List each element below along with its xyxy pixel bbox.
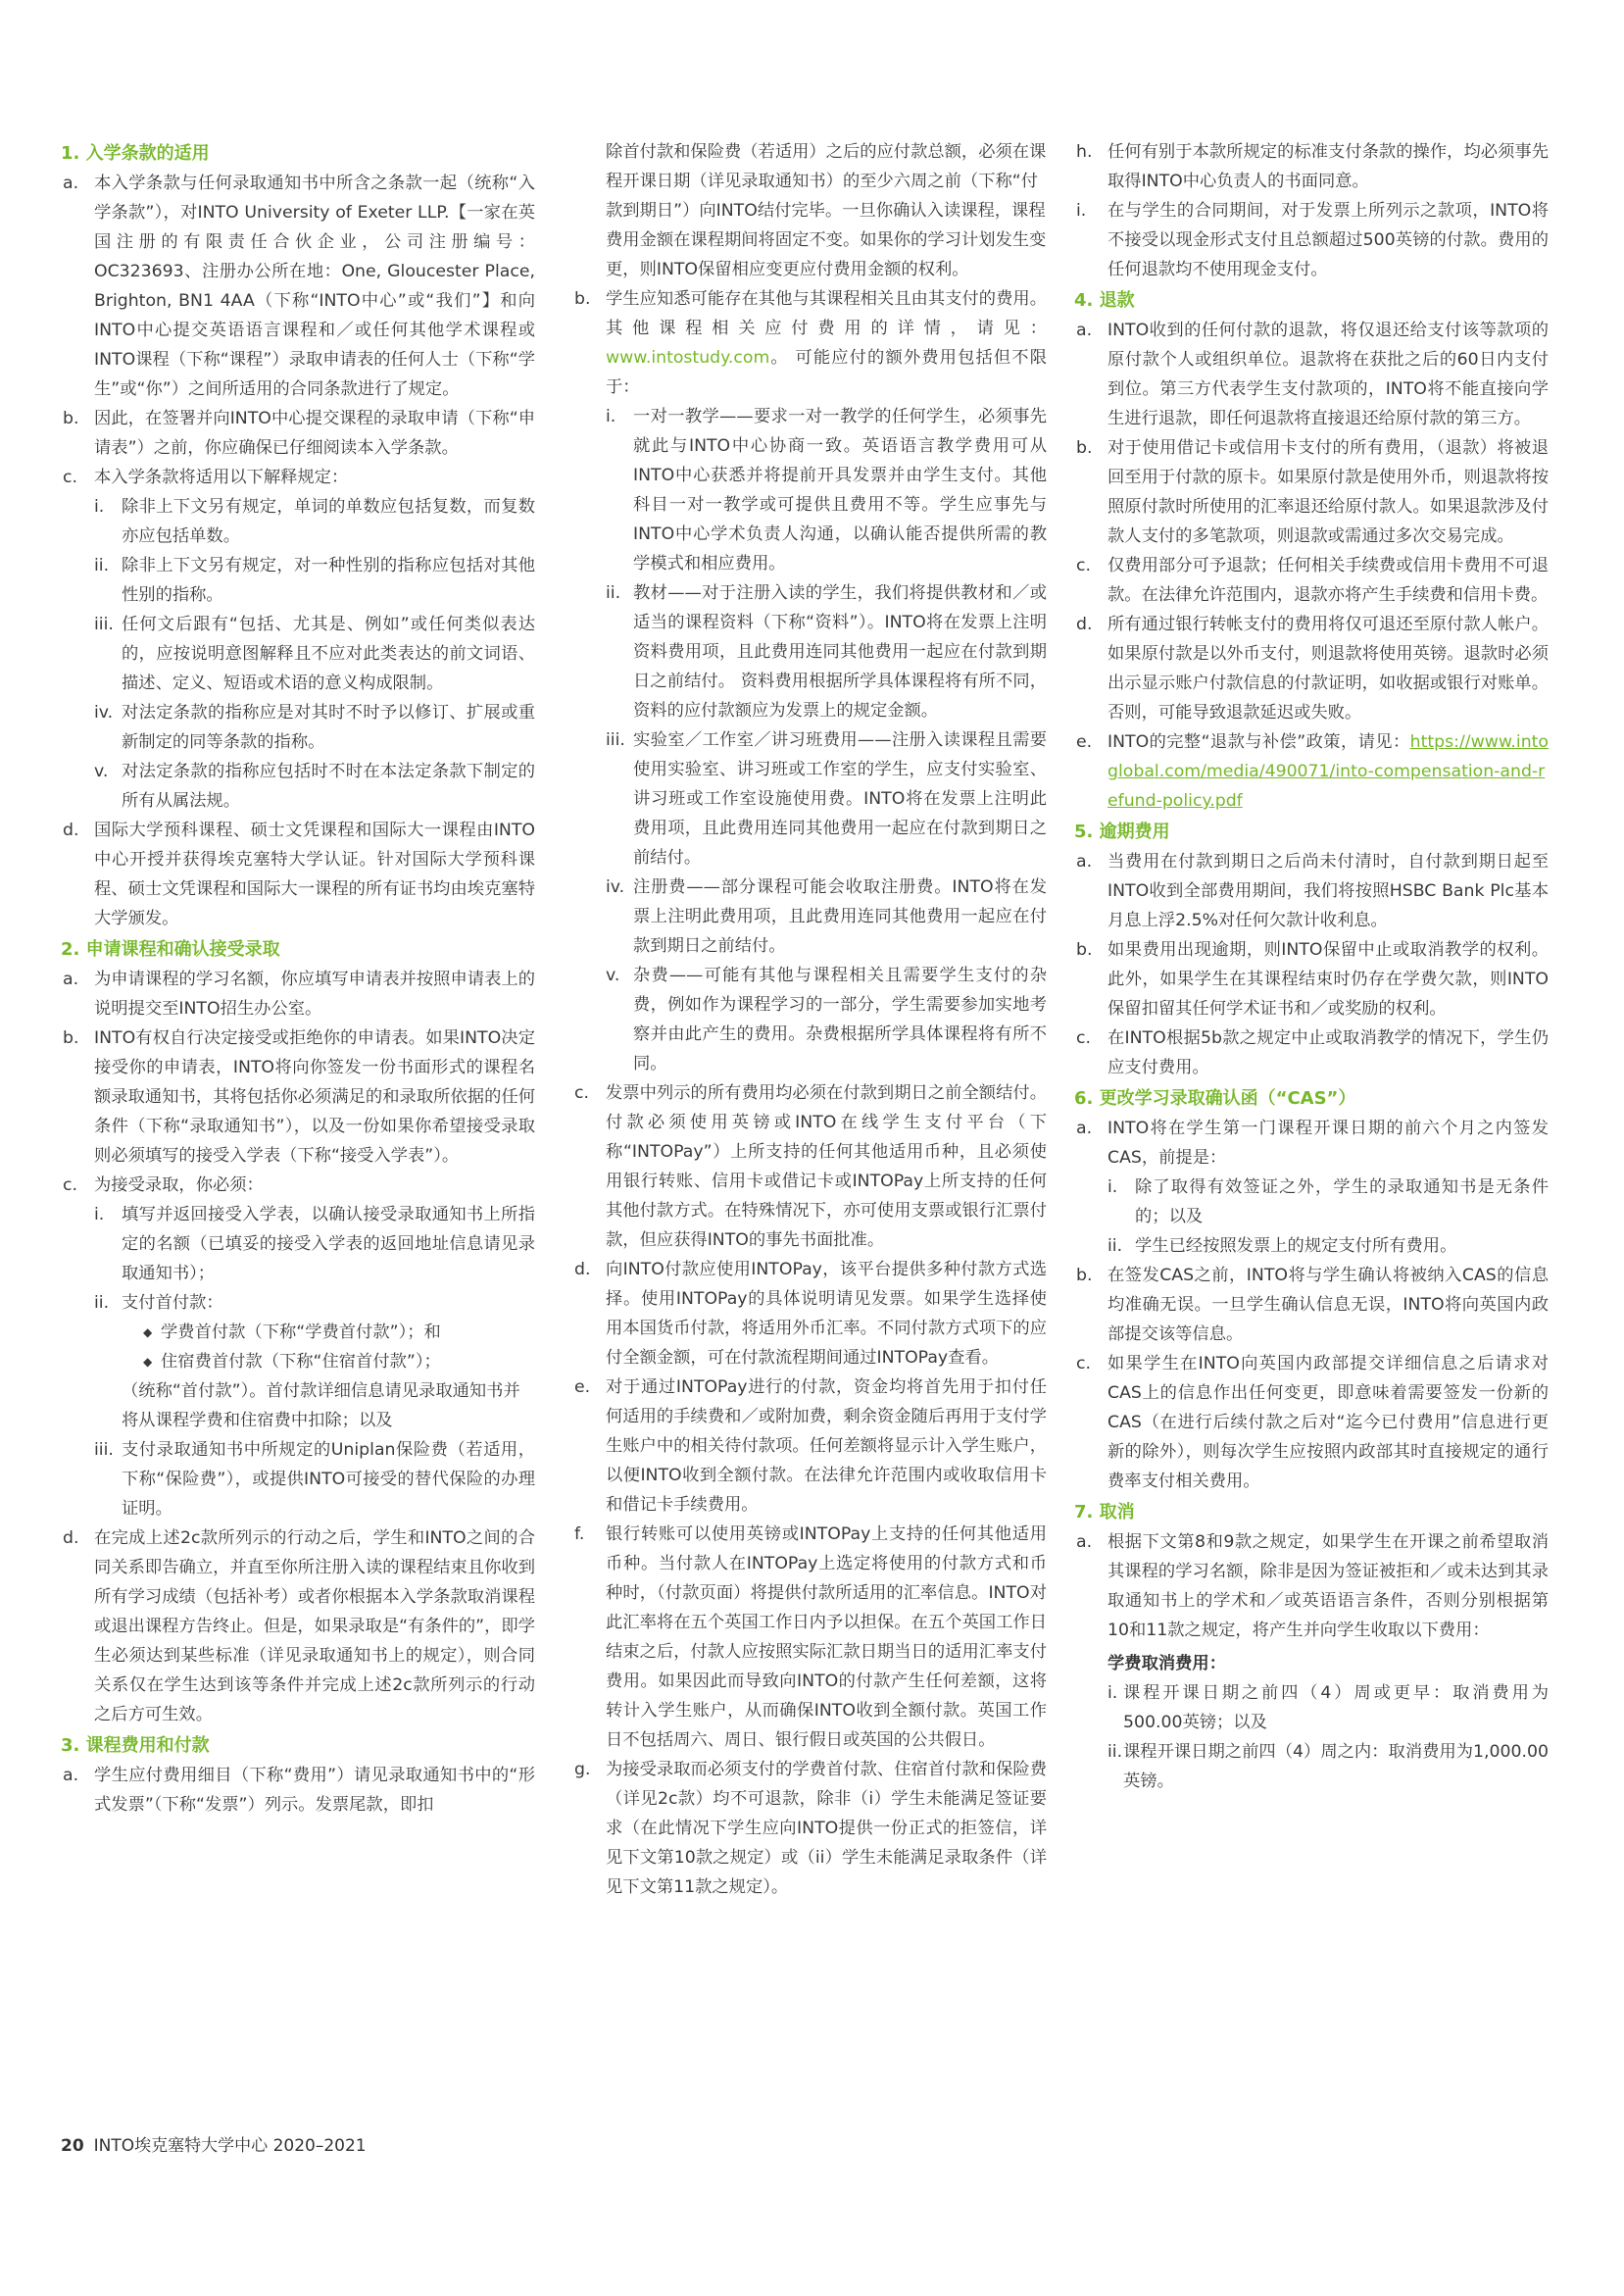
clause-2c-ii: ii. 支付首付款： bbox=[94, 1293, 223, 1313]
clause-3g: g. 为接受录取而必须支付的学费首付款、住宿首付款和保险费（详见2c款）均不可退款，除非（i）学生未能满足签证要求（在此情况下学生应向INTO提供一份正式的拒签信，详见下文第10款之规定）或（ii）学生未能满足录取条件（详见下文第11款之规定）。 bbox=[574, 1760, 1047, 1897]
clause-1a: a. 本入学条款与任何录取通知书中所含之条款一起（统称“入学条款”），对INTO University of Exeter LLP.【一家在英国注册的有限责任合伙企业，公司注册编号：OC323693、注册办公所在地：One, Gloucester Place, Brighton, BN1 4AA（下称“INTO中心”或“我们”】和向INTO中心提交英语语言课程和／或任何其他学术课程或INTO课程（下称“课程”）录取申请表的任何人士（下称“学生”或“你”）之间所适用的合同条款进行了规定。 bbox=[63, 174, 535, 399]
section-title-5: 5. 逾期费用 bbox=[1074, 822, 1170, 842]
refund-policy-link[interactable]: https://www.intoglobal.com/media/490071/into-compensation-and-refund-policy.pdf bbox=[1107, 732, 1549, 811]
clause-3a: a. 学生应付费用细目（下称“费用”）请见录取通知书中的“形式发票”（下称“发票”）列示。发票尾款，即扣 bbox=[63, 1766, 535, 1815]
clause-1c-i: i. 除非上下文另有规定，单词的单数应包括复数，而复数亦应包括单数。 bbox=[94, 497, 535, 546]
clause-3d: d. 向INTO付款应使用INTOPay，该平台提供多种付款方式选择。使用INTOPay的具体说明请见发票。如果学生选择使用本国货币付款，将适用外币汇率。不同付款方式项下的应付全额金额，可在付款流程期间通过INTOPay查看。 bbox=[574, 1260, 1047, 1368]
bullet-icon: ◆ bbox=[143, 1325, 153, 1339]
clause-3b-i: i. 一对一教学——要求一对一教学的任何学生，必须事先就此与INTO中心协商一致。英语语言教学费用可从INTO中心获悉并将提前开具发票并由学生支付。其他科目一对一教学或可提供且费用不等。学生应事先与INTO中心学术负责人沟通，以确认能否提供所需的教学模式和相应费用。 bbox=[606, 407, 1047, 574]
bullet-accommodation-deposit: ◆ 住宿费首付款（下称“住宿首付款”）； bbox=[61, 1347, 535, 1376]
clause-1c-v: v. 对法定条款的指称应包括时不时在本法定条款下制定的所有从属法规。 bbox=[94, 762, 535, 811]
page-footer bbox=[61, 2131, 367, 2156]
section-title-1: 1. 入学条款的适用 bbox=[61, 143, 210, 164]
footer-title: INTO埃克塞特大学中心 2020–2021 bbox=[93, 2136, 367, 2156]
clause-1b: b. 因此，在签署并向INTO中心提交课程的录取申请（下称“申请表”）之前，你应确保已仔细阅读本入学条款。 bbox=[63, 409, 535, 458]
clause-2c: c. 为接受录取，你必须： bbox=[63, 1175, 264, 1195]
fee-item-ii: ii. 课程开课日期之前四（4）周之内：取消费用为1,000.00英镑。 bbox=[1107, 1742, 1549, 1791]
clause-5c: c. 在INTO根据5b款之规定中止或取消教学的情况下，学生仍应支付费用。 bbox=[1076, 1028, 1549, 1077]
clause-6c: c. 如果学生在INTO向英国内政部提交详细信息之后请求对CAS上的信息作出任何变更，即意味着需要签发一份新的CAS（在进行后续付款之后对“迄今已付费用”信息进行更新的除外），则每次学生应按照内政部其时直接规定的通行费率支付相关费用。 bbox=[1076, 1354, 1549, 1491]
intostudy-link[interactable]: www.intostudy.com bbox=[606, 348, 770, 368]
clause-1c-iii: iii. 任何文后跟有“包括、尤其是、例如”或任何类似表达的，应按说明意图解释且不应对此类表达的前文词语、描述、定义、短语或术语的意义构成限制。 bbox=[94, 615, 535, 693]
section-title-2: 2. 申请课程和确认接受录取 bbox=[61, 939, 280, 960]
clause-4b: b. 对于使用借记卡或信用卡支付的所有费用，（退款）将被退回至用于付款的原卡。如果原付款是使用外币，则退款将按照原付款时所使用的汇率退还给原付款人。如果退款涉及付款人支付的多笔款项，则退款或需通过多次交易完成。 bbox=[1076, 438, 1549, 546]
clause-3b-iii: iii. 实验室／工作室／讲习班费用——注册入读课程且需要使用实验室、讲习班或工作室的学生，应支付实验室、讲习班或工作室设施使用费。INTO将在发票上注明此费用项，且此费用连同其他费用一起应在付款到期日之前结付。 bbox=[606, 730, 1047, 868]
page-number: 20 bbox=[61, 2136, 84, 2156]
clause-7a: a. 根据下文第8和9款之规定，如果学生在开课之前希望取消其课程的学习名额，除非是因为签证被拒和／或未达到其录取通知书上的学术和／或英语语言条件，否则分别根据第10和11款之规定，将产生并向学生收取以下费用： bbox=[1076, 1532, 1549, 1640]
clause-4e: e. INTO的完整“退款与补偿”政策，请见：https://www.intoglobal.com/media/490071/into-compensation-and-refund-policy.pdf bbox=[1076, 732, 1549, 811]
section-title-4: 4. 退款 bbox=[1074, 290, 1135, 311]
clause-1c-iv: iv. 对法定条款的指称应是对其时不时予以修订、扩展或重新制定的同等条款的指称。 bbox=[94, 703, 535, 752]
clause-4c: c. 仅费用部分可予退款；任何相关手续费或信用卡费用不可退款。在法律允许范围内，退款亦将产生手续费和信用卡费。 bbox=[1076, 556, 1549, 605]
bullet-tuition-deposit: ◆ 学费首付款（下称“学费首付款”）；和 bbox=[61, 1318, 535, 1347]
column-2 bbox=[572, 137, 1047, 1902]
clause-2c-iii: iii. 支付录取通知书中所规定的Uniplan保险费（若适用，下称“保险费”），或提供INTO可接受的替代保险的办理证明。 bbox=[94, 1440, 535, 1519]
fee-subtitle: 学费取消费用： bbox=[1107, 1654, 1226, 1673]
clause-2c-i: i. 填写并返回接受入学表，以确认接受录取通知书上所指定的名额（已填妥的接受入学表的返回地址信息请见录取通知书）； bbox=[94, 1205, 535, 1283]
clause-3e: e. 对于通过INTOPay进行的付款，资金均将首先用于扣付任何适用的手续费和／或附加费，剩余资金随后再用于支付学生账户中的相关待付款项。任何差额将显示计入学生账户，以便INTO收到全额付款。在法律允许范围内或收取信用卡和借记卡手续费用。 bbox=[574, 1377, 1047, 1515]
clause-6b: b. 在签发CAS之前，INTO将与学生确认将被纳入CAS的信息均准确无误。一旦学生确认信息无误，INTO将向英国内政部提交该等信息。 bbox=[1076, 1266, 1549, 1344]
clause-3a-continued: 除首付款和保险费（若适用）之后的应付款总额，必须在课程开课日期（详见录取通知书）的至少六周之前（下称“付款到期日”）向INTO结付完毕。一旦你确认入读课程，课程费用金额在课程期间将固定不变。如果你的学习计划发生变更，则INTO保留相应变更应付费用金额的权利。 bbox=[606, 142, 1047, 279]
section-title-3: 3. 课程费用和付款 bbox=[61, 1735, 210, 1756]
clause-2c-ii-tail: （统称“首付款”）。首付款详细信息请见录取通知书并将从课程学费和住宿费中扣除；以及 bbox=[122, 1381, 520, 1430]
clause-1d: d. 国际大学预科课程、硕士文凭课程和国际大一课程由INTO中心开授并获得埃克塞特大学认证。针对国际大学预科课程、硕士文凭课程和国际大一课程的所有证书均由埃克塞特大学颁发。 bbox=[63, 821, 535, 928]
clause-3b-v: v. 杂费——可能有其他与课程相关且需要学生支付的杂费，例如作为课程学习的一部分，学生需要参加实地考察并由此产生的费用。杂费根据所学具体课程将有所不同。 bbox=[606, 966, 1047, 1073]
clause-4d: d. 所有通过银行转帐支付的费用将仅可退还至原付款人帐户。如果原付款是以外币支付，则退款将使用英镑。退款时必须出示显示账户付款信息的付款证明，如收据或银行对账单。否则，可能导致退款延迟或失败。 bbox=[1076, 615, 1549, 723]
clause-4a: a. INTO收到的任何付款的退款，将仅退还给支付该等款项的原付款个人或组织单位。退款将在获批之后的60日内支付到位。第三方代表学生支付款项的，INTO将不能直接向学生进行退款，即任何退款将直接退还给原付款的第三方。 bbox=[1076, 321, 1549, 428]
section-title-6: 6. 更改学习录取确认函（“CAS”） bbox=[1074, 1088, 1356, 1109]
clause-3h: h. 任何有别于本款所规定的标准支付条款的操作，均必须事先取得INTO中心负责人的书面同意。 bbox=[1076, 142, 1549, 191]
clause-3c: c. 发票中列示的所有费用均必须在付款到期日之前全额结付。付款必须使用英镑或INTO在线学生支付平台（下称“INTOPay”）上所支持的任何其他适用币种，且必须使用银行转账、信用卡或借记卡或INTOPay上所支持的任何其他付款方式。在特殊情况下，亦可使用支票或银行汇票付款，但应获得INTO的事先书面批准。 bbox=[574, 1083, 1047, 1250]
clause-5a: a. 当费用在付款到期日之后尚未付清时，自付款到期日起至INTO收到全部费用期间，我们将按照HSBC Bank Plc基本月息上浮2.5%对任何欠款计收利息。 bbox=[1076, 852, 1549, 930]
clause-2a: a. 为申请课程的学习名额，你应填写申请表并按照申请表上的说明提交至INTO招生办公室。 bbox=[63, 970, 535, 1019]
clause-3i: i. 在与学生的合同期间，对于发票上所列示之款项，INTO将不接受以现金形式支付且总额超过500英镑的付款。费用的任何退款均不使用现金支付。 bbox=[1076, 201, 1549, 279]
clause-1c: c. 本入学条款将适用以下解释规定： bbox=[63, 468, 349, 487]
clause-2d: d. 在完成上述2c款所列示的行动之后，学生和INTO之间的合同关系即告确立，并直至你所注册入读的课程结束且你收到所有学习成绩（包括补考）或者你根据本入学条款取消课程或退出课程方告终止。但是，如果录取是“有条件的”，即学生必须达到某些标准（详见录取通知书上的规定），则合同关系仅在学生达到该等条件并完成上述2c款所列示的行动之后方可生效。 bbox=[63, 1528, 535, 1724]
clause-5b: b. 如果费用出现逾期，则INTO保留中止或取消教学的权利。此外，如果学生在其课程结束时仍存在学费欠款，则INTO保留扣留其任何学术证书和／或奖励的权利。 bbox=[1076, 940, 1549, 1019]
section-title-7: 7. 取消 bbox=[1074, 1502, 1135, 1522]
clause-3f: f. 银行转账可以使用英镑或INTOPay上支持的任何其他适用币种。当付款人在INTOPay上选定将使用的付款方式和币种时，（付款页面）将提供付款所适用的汇率信息。INTO对此汇率将在五个英国工作日内予以担保。在五个英国工作日结束之后，付款人应按照实际汇款日期当日的适用汇率支付费用。如果因此而导致向INTO的付款产生任何差额，这将转计入学生账户，从而确保INTO收到全额付款。英国工作日不包括周六、周日、银行假日或英国的公共假日。 bbox=[574, 1524, 1047, 1750]
fee-item-i: i. 课程开课日期之前四（4）周或更早：取消费用为500.00英镑；以及 bbox=[1107, 1683, 1549, 1732]
clause-3b-iv: iv. 注册费——部分课程可能会收取注册费。INTO将在发票上注明此费用项，且此费用连同其他费用一起应在付款到期日之前结付。 bbox=[606, 877, 1047, 956]
column-3 bbox=[1074, 137, 1549, 1796]
clause-3b-ii: ii. 教材——对于注册入读的学生，我们将提供教材和／或适当的课程资料（下称“资料”）。INTO将在发票上注明资料费用项，且此费用连同其他费用一起应在付款到期日之前结付。 资料费用根据所学具体课程将有所不同，资料的应付款额应为发票上的规定金额。 bbox=[606, 583, 1047, 721]
clause-1c-ii: ii. 除非上下文另有规定，对一种性别的指称应包括对其他性别的指称。 bbox=[94, 556, 535, 605]
column-1 bbox=[61, 137, 535, 1820]
clause-6a-i: i. 除了取得有效签证之外，学生的录取通知书是无条件的；以及 bbox=[1107, 1177, 1549, 1226]
bullet-icon: ◆ bbox=[143, 1355, 153, 1369]
clause-3b: b. 学生应知悉可能存在其他与其课程相关且由其支付的费用。其他课程相关应付费用的详情，请见：www.intostudy.com。 可能应付的额外费用包括但不限于： bbox=[574, 289, 1047, 397]
clause-2b: b. INTO有权自行决定接受或拒绝你的申请表。如果INTO决定接受你的申请表，INTO将向你签发一份书面形式的课程名额录取通知书，其将包括你必须满足的和录取所依据的任何条件（下称“录取通知书”），以及一份如果你希望接受录取则必须填写的接受入学表（下称“接受入学表”）。 bbox=[63, 1028, 535, 1166]
clause-6a-ii: ii. 学生已经按照发票上的规定支付所有费用。 bbox=[1107, 1236, 1457, 1256]
clause-6a: a. INTO将在学生第一门课程开课日期的前六个月之内签发CAS，前提是： bbox=[1076, 1119, 1549, 1168]
